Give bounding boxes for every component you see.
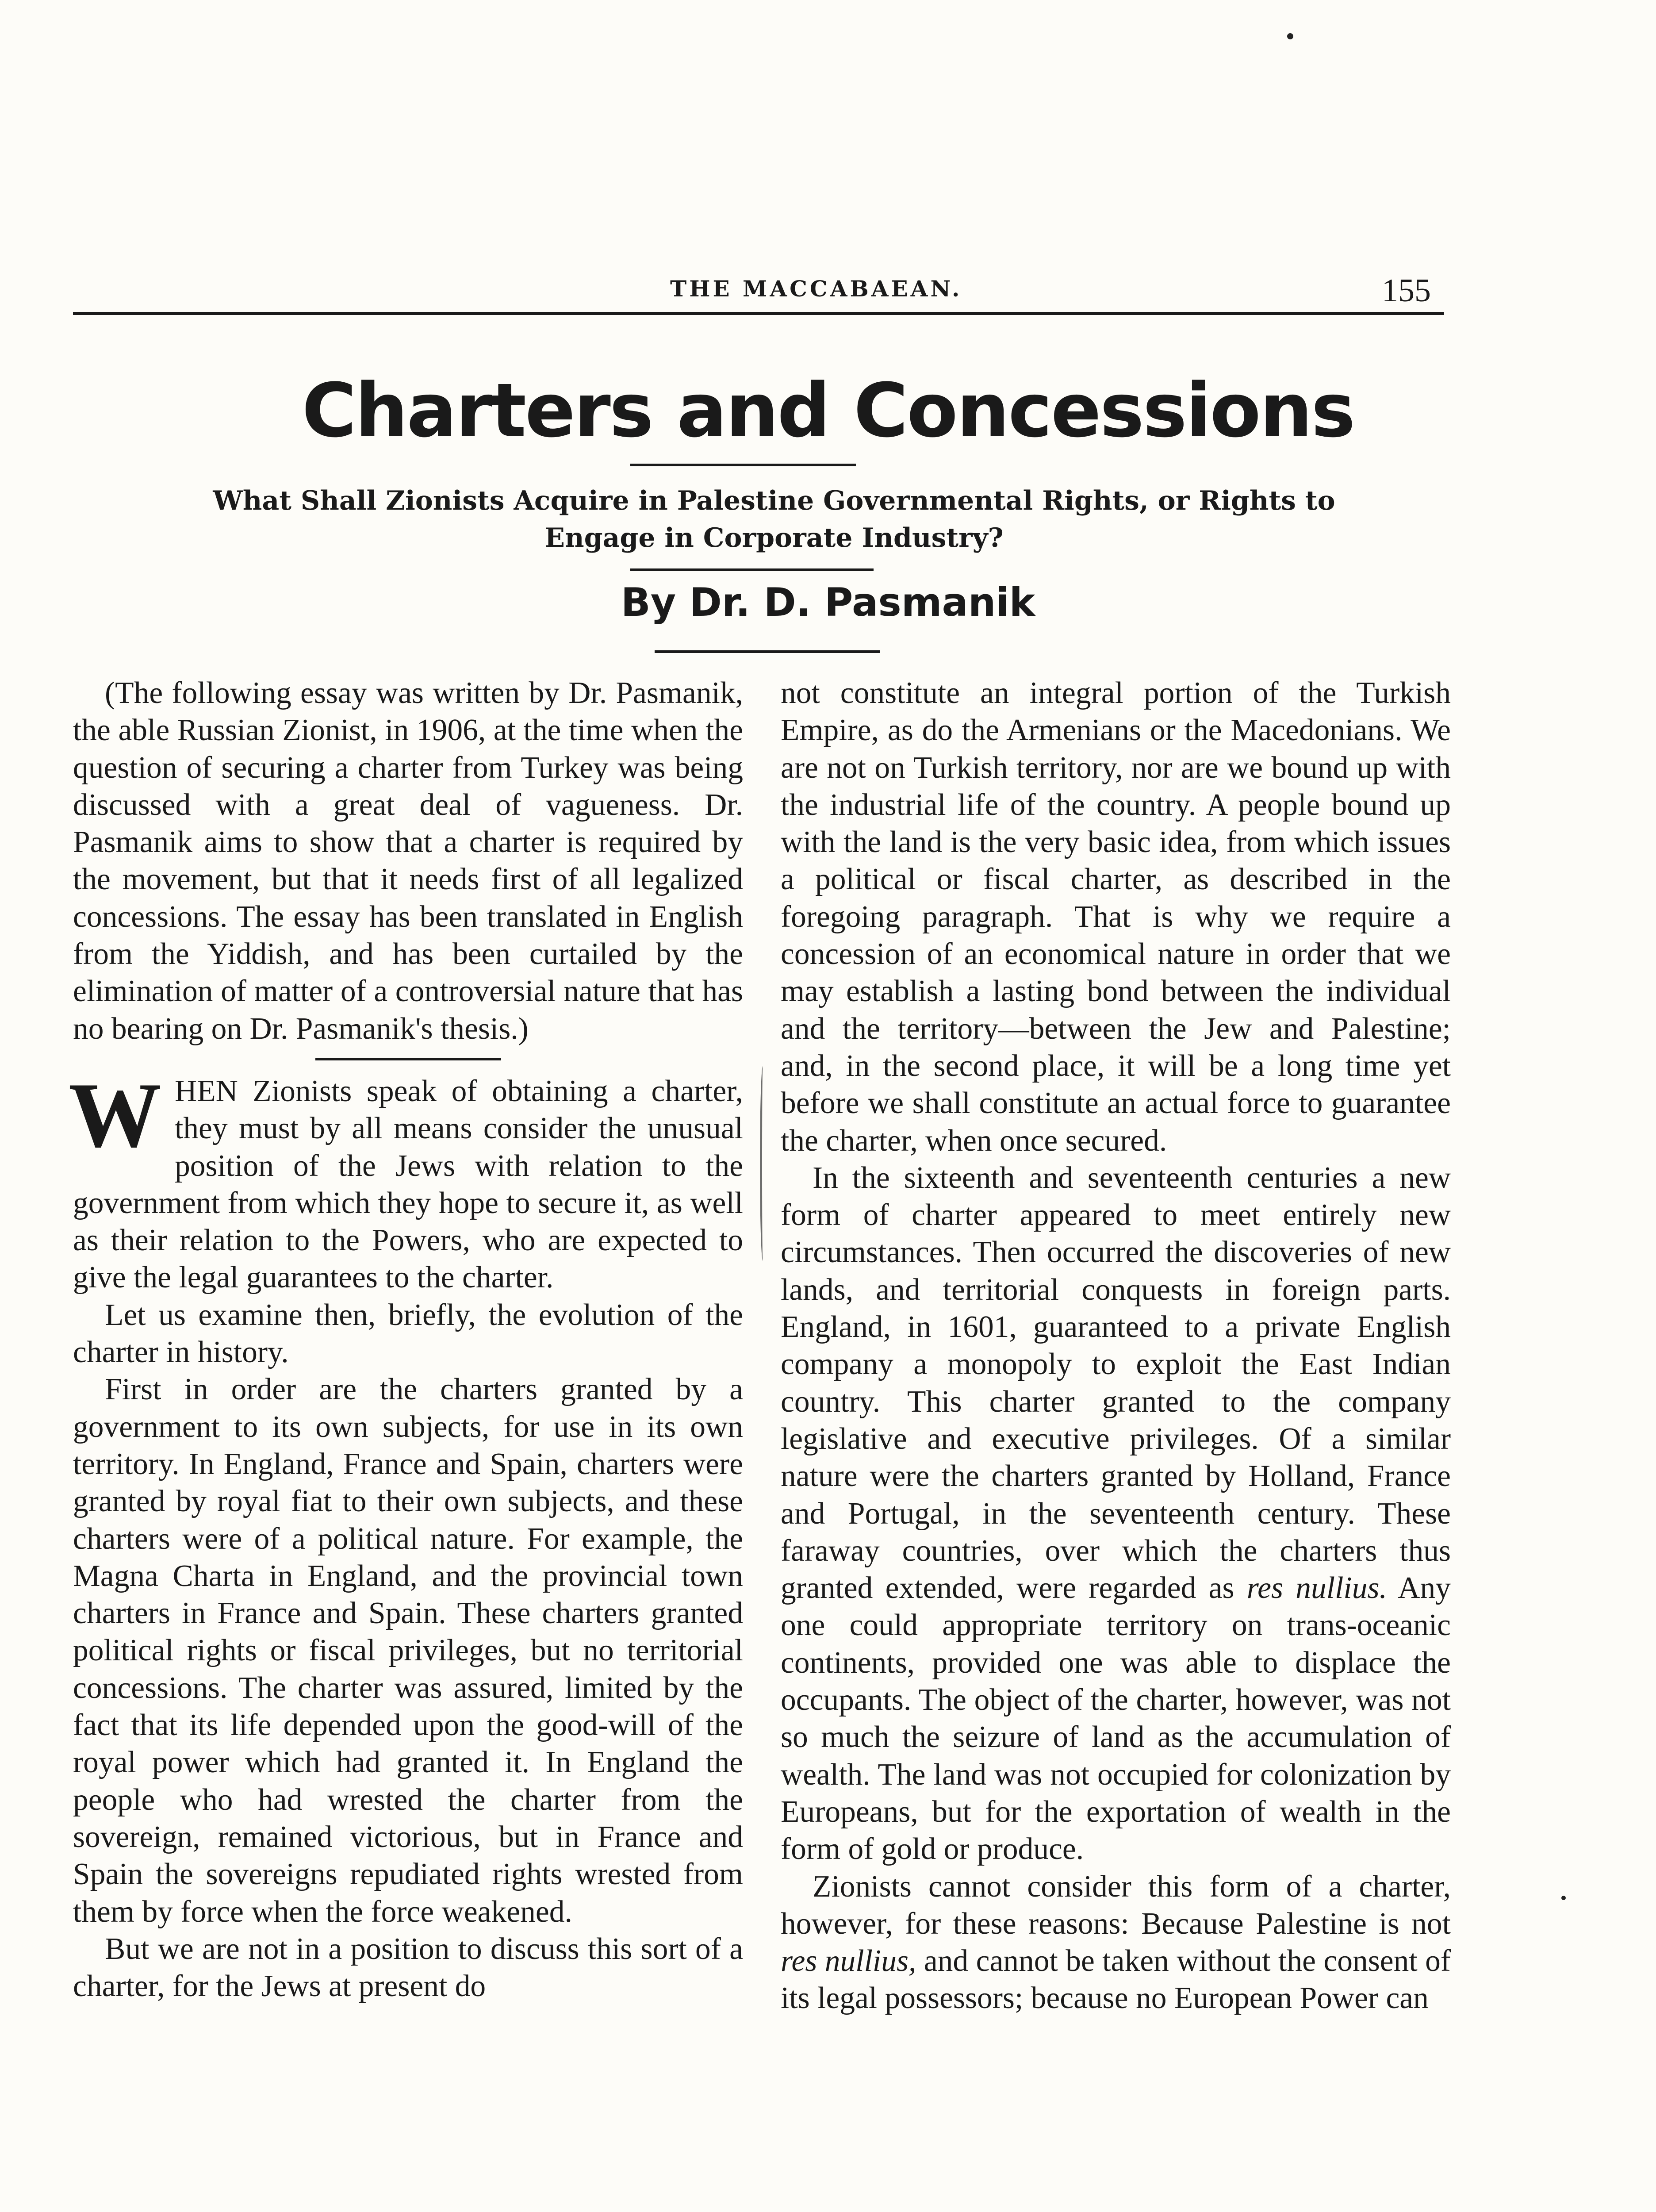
byline-rule: [655, 650, 880, 653]
editor-note: (The following essay was written by Dr. Pasmanik, the able Russian Zionist, in 1906, at the time when the question of securing a charter from Turkey was being discussed with a great deal of vagueness. Dr. Pasmanik aims to show that a charter is required by the movement, but that it needs first of all legalized concessions. The essay has been translated in English from the Yiddish, and has been curtailed by the elimination of matter of a controversial nature that has no bearing on Dr. Pasmanik's thesis.): [73, 676, 743, 1046]
opening-paragraph-text: HEN Zionists speak of obtaining a charter, they must by all means consider the unusual position of the Jews with relation to the government from which they hope to secure it, as well as their relation to the Powers, who are expected to give the legal guarantees to the charter.: [73, 1074, 743, 1295]
running-title: THE MACCABAEAN.: [670, 276, 962, 302]
body-paragraph: First in order are the charters granted by a government to its own subjects, for use in its own territory. In England, France and Spain, charters were granted by royal fiat to their own subjects, and these charters were of a political nature. For example, the Magna Charta in England, and the provincial town charters in France and Spain. These charters granted political rights or fiscal privileges, but no territorial concessions. The charter was assured, limited by the fact that its life depended upon the good-will of the royal power which had granted it. In England the people who had wrested the charter from the sovereign, remained victorious, but in France and Spain the sovereigns repudiated rights wrested from them by force when the force weakened.: [73, 1372, 743, 1929]
section-separator: [315, 1058, 501, 1060]
body-paragraph: [781, 1160, 1451, 1868]
body-paragraph: Let us examine then, briefly, the evolution of the charter in history.: [73, 1298, 743, 1370]
opening-paragraph: [69, 1064, 743, 1297]
left-column: [69, 675, 743, 2005]
article-subtitle: What Shall Zionists Acquire in Palestine Governmental Rights, or Rights to Engage in Corporate Industry?: [213, 485, 1335, 553]
scan-speck: [1561, 1896, 1566, 1900]
header-rule: [73, 312, 1444, 315]
right-column: [781, 675, 1451, 2017]
title-rule: [630, 464, 856, 466]
latin-term: res nullius.: [1246, 1571, 1387, 1605]
page-number: 155: [1382, 273, 1431, 309]
page-header: [73, 272, 1444, 316]
body-paragraph: But we are not in a position to discuss this sort of a charter, for the Jews at present do: [73, 1932, 743, 2004]
drop-cap: W: [69, 1064, 161, 1167]
subtitle-rule: [630, 568, 874, 571]
article-title: Charters and Concessions: [302, 367, 1354, 454]
latin-term: res nullius,: [781, 1944, 916, 1978]
body-paragraph: not constitute an integral portion of the Turkish Empire, as do the Armenians or the Macedonians. We are not on Turkish territory, nor are we bound up with the industrial life of the country. A people bound up with the land is the very basic idea, from which issues a political or fiscal charter, as described in the foregoing paragraph. That is why we require a concession of an economical nature in order that we may establish a lasting bond between the individual and the territory—between the Jew and Palestine; and, in the second place, it will be a long time yet before we shall constitute an actual force to guarantee the charter, when once secured.: [781, 676, 1451, 1158]
scan-gutter-mark: [760, 1066, 766, 1261]
byline: By Dr. D. Pasmanik: [621, 580, 1035, 625]
paragraph-text: Zionists cannot consider this form of a charter, however, for these reasons: Because Palestine is not: [781, 1869, 1451, 1941]
scan-speck: [1287, 33, 1293, 39]
body-paragraph: [781, 1868, 1451, 2017]
paragraph-text: and cannot be taken without the consent of its legal possessors; because no European Power can: [781, 1944, 1451, 2016]
paragraph-text: In the sixteenth and seventeenth centuries a new form of charter appeared to meet entirely new circumstances. Then occurred the discoveries of new lands, and territorial conquests in foreign parts. England, in 1601, guaranteed to a private English company a monopoly to exploit the East Indian country. This charter granted to the company legislative and executive privileges. Of a similar nature were the charters granted by Holland, France and Portugal, in the seventeenth century. These faraway countries, over which the charters thus granted extended, were regarded as: [781, 1160, 1451, 1605]
paragraph-text: Any one could appropriate territory on trans-oceanic continents, provided one was able to displace the occupants. The object of the charter, however, was not so much the seizure of land as the accumulation of wealth. The land was not occupied for colonization by Europeans, but for the exportation of wealth in the form of gold or produce.: [781, 1571, 1451, 1866]
